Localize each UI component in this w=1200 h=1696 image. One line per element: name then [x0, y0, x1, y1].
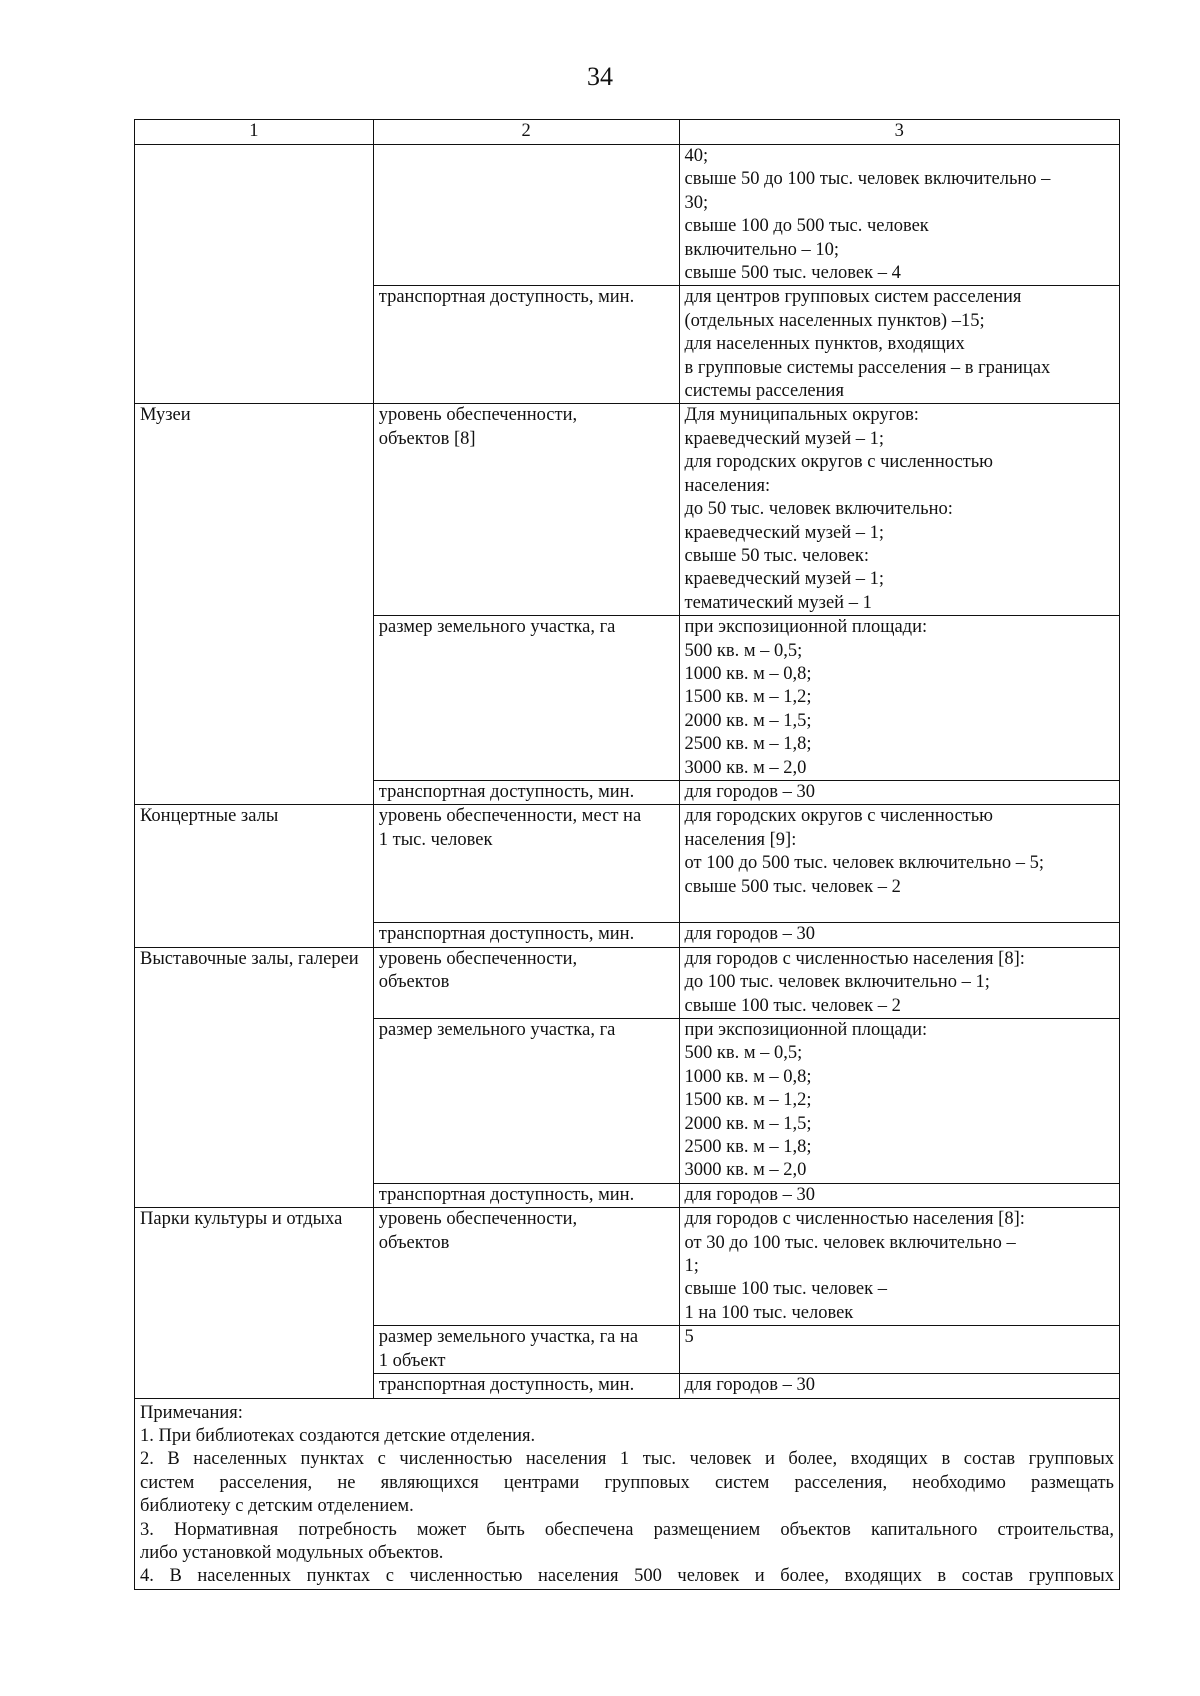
indicator-cell: [373, 805, 679, 923]
value-line: свыше 500 тыс. человек – 4: [684, 263, 901, 284]
indicator-cell: [373, 1208, 679, 1326]
value-cell: для городов – 30: [679, 780, 1120, 804]
header-col-1: 1: [135, 120, 374, 145]
value-line: свыше 50 до 100 тыс. человек включительно –: [684, 169, 1051, 190]
value-line: 3000 кв. м – 2,0: [684, 757, 807, 778]
continuation-value-cell: [679, 145, 1120, 286]
value-line: при экспозиционной площади:: [684, 1020, 928, 1040]
continuation-object-cell: [135, 145, 374, 404]
value-line: 1000 кв. м – 0,8;: [684, 1066, 812, 1087]
value-line: свыше 50 тыс. человек:: [684, 545, 870, 566]
indicator-line: объектов [8]: [378, 428, 476, 449]
value-line: для городских округов с численностью: [684, 452, 994, 473]
continuation-indicator-cell: [373, 145, 679, 286]
notes-title: Примечания:: [140, 1402, 243, 1423]
note-4-line: 4. В населенных пунктах с численностью населения 500 человек и более, входящих в состав групповых: [140, 1566, 1114, 1587]
value-line: краеведческий музей – 1;: [684, 428, 885, 449]
value-cell: для городов – 30: [679, 923, 1120, 947]
value-cell: [679, 1019, 1120, 1184]
indicator-cell: транспортная доступность, мин.: [373, 780, 679, 804]
notes-row: [135, 1398, 1120, 1589]
indicator-line: уровень обеспеченности,: [378, 405, 578, 426]
value-line: 2000 кв. м – 1,5;: [684, 1113, 812, 1134]
value-line: 40;: [684, 146, 709, 166]
note-3-line: 3. Нормативная потребность может быть обеспечена размещением объектов капитального строительства,: [140, 1519, 1114, 1540]
note-2-line: 2. В населенных пунктах с численностью населения 1 тыс. человек и более, входящих в состав групповых: [140, 1449, 1114, 1470]
object-cell-exhibition-halls: Выставочные залы, галереи: [135, 947, 374, 1207]
value-line: 500 кв. м – 0,5;: [684, 640, 803, 661]
value-line: 500 кв. м – 0,5;: [684, 1043, 803, 1064]
value-line: тематический музей – 1: [684, 592, 872, 613]
indicator-cell: [373, 947, 679, 1018]
indicator-line: размер земельного участка, га на: [378, 1327, 639, 1348]
header-col-2: 2: [373, 120, 679, 145]
value-line: 2500 кв. м – 1,8;: [684, 734, 812, 755]
table-row: [135, 145, 1120, 286]
value-line: от 30 до 100 тыс. человек включительно –: [684, 1232, 1016, 1253]
value-line: 2000 кв. м – 1,5;: [684, 710, 812, 731]
indicator-cell: транспортная доступность, мин.: [373, 1183, 679, 1207]
value-cell: для городов – 30: [679, 1374, 1120, 1398]
table-row: [135, 404, 1120, 616]
value-line: включительно – 10;: [684, 239, 840, 260]
value-line: (отдельных населенных пунктов) –15;: [684, 310, 985, 331]
value-line: системы расселения: [684, 381, 844, 402]
value-line: Для муниципальных округов:: [684, 405, 919, 426]
value-cell: 5: [679, 1326, 1120, 1374]
value-cell: для городов – 30: [679, 1183, 1120, 1207]
value-line: 30;: [684, 192, 709, 213]
value-cell: [679, 286, 1120, 404]
value-line: 1;: [684, 1256, 699, 1277]
value-cell: [679, 805, 1120, 923]
value-line: 1500 кв. м – 1,2;: [684, 687, 812, 708]
indicator-cell: [373, 404, 679, 616]
note-1: 1. При библиотеках создаются детские отделения.: [140, 1425, 536, 1446]
object-cell-museums: Музеи: [135, 404, 374, 805]
value-line: краеведческий музей – 1;: [684, 522, 885, 543]
indicator-line: уровень обеспеченности, мест на: [378, 806, 642, 827]
value-line: до 100 тыс. человек включительно – 1;: [684, 972, 990, 993]
indicator-cell: транспортная доступность, мин.: [373, 923, 679, 947]
note-2-line: систем расселения, не являющихся центрами групповых систем расселения, необходимо размещать: [140, 1472, 1114, 1493]
indicator-line: объектов: [378, 1232, 450, 1253]
value-line: 1500 кв. м – 1,2;: [684, 1090, 812, 1111]
indicator-line: 1 объект: [378, 1350, 446, 1371]
indicator-cell: размер земельного участка, га: [373, 1019, 679, 1184]
indicator-cell: [373, 1326, 679, 1374]
indicator-line: уровень обеспеченности,: [378, 948, 578, 969]
notes-cell: [135, 1398, 1120, 1589]
value-line: для центров групповых систем расселения: [684, 287, 1022, 308]
value-cell: [679, 947, 1120, 1018]
value-line: 3000 кв. м – 2,0: [684, 1160, 807, 1181]
indicator-cell: размер земельного участка, га: [373, 616, 679, 781]
value-cell: [679, 404, 1120, 616]
table-row: [135, 805, 1120, 923]
value-line: для городов с численностью населения [8]:: [684, 948, 1025, 969]
value-line: для городов с численностью населения [8]:: [684, 1209, 1025, 1230]
value-line: для городских округов с численностью: [684, 806, 994, 827]
object-cell-parks: Парки культуры и отдыха: [135, 1208, 374, 1398]
value-line: свыше 100 до 500 тыс. человек: [684, 216, 929, 237]
table-row: [135, 1208, 1120, 1326]
indicator-line: уровень обеспеченности,: [378, 1209, 578, 1230]
norms-table: [134, 119, 1120, 1590]
indicator-cell: транспортная доступность, мин.: [373, 1374, 679, 1398]
page-number: 34: [587, 62, 613, 91]
value-line: для населенных пунктов, входящих: [684, 334, 965, 355]
value-line: до 50 тыс. человек включительно:: [684, 499, 953, 520]
indicator-cell: транспортная доступность, мин.: [373, 286, 679, 404]
indicator-line: 1 тыс. человек: [378, 829, 493, 850]
value-line: от 100 до 500 тыс. человек включительно – 5;: [684, 853, 1044, 874]
value-line: свыше 100 тыс. человек – 2: [684, 995, 901, 1016]
value-cell: [679, 1208, 1120, 1326]
value-line: свыше 500 тыс. человек – 2: [684, 876, 901, 897]
value-line: населения [9]:: [684, 829, 797, 850]
value-line: 1 на 100 тыс. человек: [684, 1302, 854, 1323]
note-3-line: либо установкой модульных объектов.: [140, 1542, 444, 1563]
value-line: при экспозиционной площади:: [684, 617, 928, 638]
indicator-line: объектов: [378, 972, 450, 993]
value-line: населения:: [684, 475, 771, 496]
object-cell-concert-halls: Концертные залы: [135, 805, 374, 947]
note-2-line: библиотеку с детским отделением.: [140, 1496, 414, 1517]
header-row: [135, 120, 1120, 145]
value-cell: [679, 616, 1120, 781]
value-line: краеведческий музей – 1;: [684, 569, 885, 590]
table-row: [135, 947, 1120, 1018]
value-line: свыше 100 тыс. человек –: [684, 1279, 888, 1300]
value-line: 2500 кв. м – 1,8;: [684, 1137, 812, 1158]
value-line: в групповые системы расселения – в границах: [684, 357, 1051, 378]
value-line: 1000 кв. м – 0,8;: [684, 663, 812, 684]
header-col-3: 3: [679, 120, 1120, 145]
